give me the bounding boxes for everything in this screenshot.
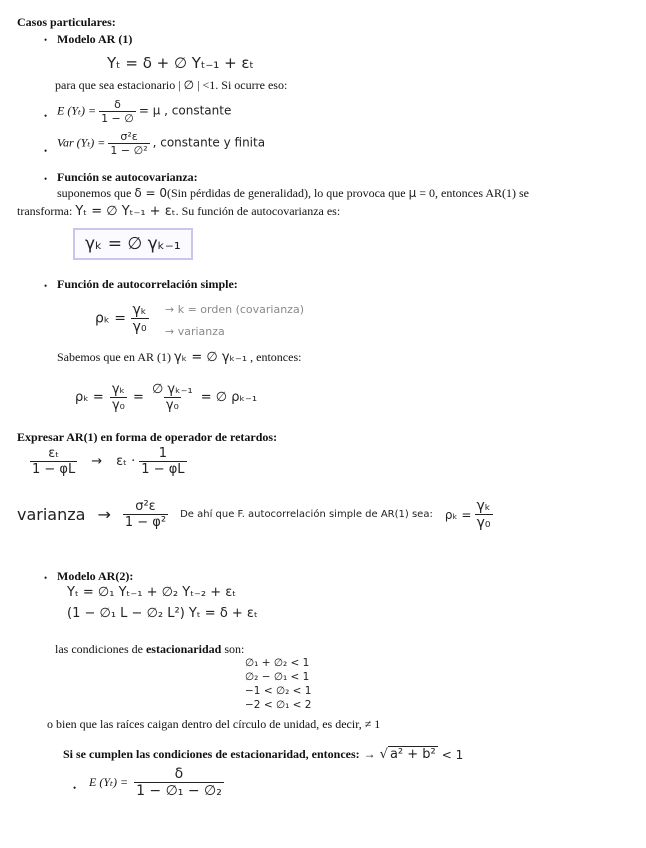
fraction-denominator: γ₀ [476, 515, 491, 531]
text: Sabemos que en AR (1) [57, 350, 171, 364]
acf-fraction [130, 302, 148, 335]
sqrt-expression: √ a² + b² [379, 747, 436, 762]
arrow-icon: → [97, 505, 111, 524]
autocov-title: Función se autocovarianza: [57, 170, 198, 184]
fraction [123, 499, 168, 530]
ar1-stationary-text: para que sea estacionario | ∅ | <1. Si ocurre eso: [55, 78, 288, 92]
autocov-line1 [57, 186, 529, 201]
text: transforma: [17, 204, 73, 218]
text-bold: Si se cumplen las condiciones de estacionaridad, entonces: [63, 747, 360, 761]
bullet-icon: • [44, 111, 48, 121]
bullet-icon: • [44, 146, 48, 156]
rho-definition [445, 498, 493, 531]
mu-symbol: μ [408, 186, 417, 200]
ar2-conditions-list [245, 656, 311, 712]
ar2-conditions-line [55, 642, 244, 657]
ar1-mean-formula [57, 98, 231, 125]
condition-2: ∅₂ − ∅₁ < 1 [245, 671, 310, 683]
text: , entonces: [250, 350, 302, 364]
lag-expression [30, 446, 187, 477]
text: son: [224, 642, 245, 656]
ar1-transformed-eq: Yₜ = ∅ Yₜ₋₁ + εₜ [75, 204, 176, 219]
sqrt-tail: < 1 [441, 747, 464, 762]
text: suponemos que [57, 186, 132, 200]
fraction [110, 382, 127, 413]
bullet-icon: • [44, 35, 48, 45]
variance-tail: , constante y finita [152, 135, 266, 150]
text: (Sin pérdidas de generalidad), lo que provoca que [167, 186, 406, 200]
ar1-title: Modelo AR (1) [57, 32, 133, 46]
acf-recursion-eq [75, 382, 257, 413]
fraction-numerator: γₖ [476, 498, 491, 514]
ar2-title: Modelo AR(2): [57, 569, 134, 583]
fraction-numerator: σ²ε [135, 499, 156, 514]
variance-line [17, 498, 493, 531]
fraction-numerator: εₜ [48, 446, 60, 461]
delta-zero: δ = 0 [134, 186, 167, 200]
mean-label: E (Yₜ) = [57, 103, 97, 118]
mean-fraction [134, 766, 224, 799]
fraction-denominator: 1 − φ² [124, 515, 167, 530]
fraction-denominator: γ₀ [165, 398, 179, 413]
fraction-denominator: γ₀ [111, 398, 125, 413]
arrow-icon: → [91, 454, 103, 469]
fraction-denominator: 1 − ∅² [110, 144, 148, 157]
sqrt-argument: a² + b² [389, 747, 436, 762]
acf-definition [95, 302, 149, 335]
rhs: = ∅ ρₖ₋₁ [200, 390, 258, 405]
fraction-numerator: ∅ γₖ₋₁ [151, 382, 193, 397]
lag-f2-prefix: εₜ · [116, 454, 136, 469]
mean-tail: = μ , constante [138, 103, 232, 118]
acf-sabemos-line [57, 350, 301, 365]
text: = 0, entonces AR(1) se [419, 186, 529, 200]
text-bold: estacionaridad [145, 642, 222, 656]
bullet-icon: • [44, 573, 48, 583]
fraction [150, 382, 195, 413]
acf-title: Función de autocorrelación simple: [57, 277, 238, 291]
fraction-denominator: 1 − φL [32, 462, 76, 477]
bullet-icon: • [73, 783, 77, 793]
mean-label: E (Yₜ) = [89, 775, 129, 789]
section-heading: Casos particulares: [17, 15, 116, 29]
condition-4: −2 < ∅₁ < 2 [245, 699, 312, 711]
arrow-icon: → [363, 747, 376, 761]
fraction-denominator: 1 − ∅₁ − ∅₂ [136, 783, 222, 799]
ar2-si-line [63, 747, 463, 762]
condition-3: −1 < ∅₂ < 1 [245, 685, 312, 697]
rho-label: ρₖ = [444, 507, 472, 522]
fraction-numerator: δ [114, 98, 121, 111]
fraction [30, 446, 77, 477]
ar2-mean-formula [89, 766, 224, 799]
fraction [474, 498, 492, 531]
fraction-denominator: 1 − ∅ [101, 112, 134, 125]
fraction-numerator: γₖ [132, 302, 147, 318]
fraction-denominator: γ₀ [132, 319, 147, 335]
equals-sign: = [133, 390, 144, 405]
variance-label: Var (Yₜ) = [57, 135, 106, 150]
fraction-numerator: 1 [158, 446, 168, 461]
text: . Su función de autocovarianza es: [175, 204, 341, 218]
bullet-icon: • [44, 281, 48, 291]
rho-label: ρₖ = [95, 310, 127, 327]
fraction-numerator: σ²ε [120, 130, 138, 143]
lag-title: Expresar AR(1) en forma de operador de retardos: [17, 430, 278, 444]
fraction [139, 446, 186, 477]
mean-fraction [99, 98, 136, 125]
ar2-equation-1: Yₜ = ∅₁ Yₜ₋₁ + ∅₂ Yₜ₋₂ + εₜ [67, 585, 237, 600]
bullet-icon: • [44, 174, 48, 184]
acf-note-k: → k = orden (covarianza) [165, 303, 304, 316]
autocov-boxed-equation: γₖ = ∅ γₖ₋₁ [73, 228, 193, 260]
condition-1: ∅₁ + ∅₂ < 1 [245, 657, 310, 669]
text: las condiciones de [55, 642, 143, 656]
fraction-denominator: 1 − φL [141, 462, 185, 477]
sabemos-equation: γₖ = ∅ γₖ₋₁ [173, 350, 248, 365]
varianza-word: varianza [17, 505, 86, 524]
fraction-numerator: δ [174, 766, 184, 782]
variance-fraction [108, 130, 149, 157]
fraction-numerator: γₖ [111, 382, 126, 397]
ar1-variance-formula [57, 130, 265, 157]
autocov-line2 [17, 204, 340, 219]
acf-note-0: → varianza [165, 325, 225, 338]
ar2-roots-text: o bien que las raíces caigan dentro del círculo de unidad, es decir, ≠ 1 [47, 717, 381, 731]
ar2-equation-2: (1 − ∅₁ L − ∅₂ L²) Yₜ = δ + εₜ [67, 606, 258, 621]
ar1-equation: Yₜ = δ + ∅ Yₜ₋₁ + εₜ [107, 54, 254, 72]
variance-text: De ahí que F. autocorrelación simple de AR(1) sea: [180, 509, 433, 520]
rho-label: ρₖ = [75, 390, 104, 405]
